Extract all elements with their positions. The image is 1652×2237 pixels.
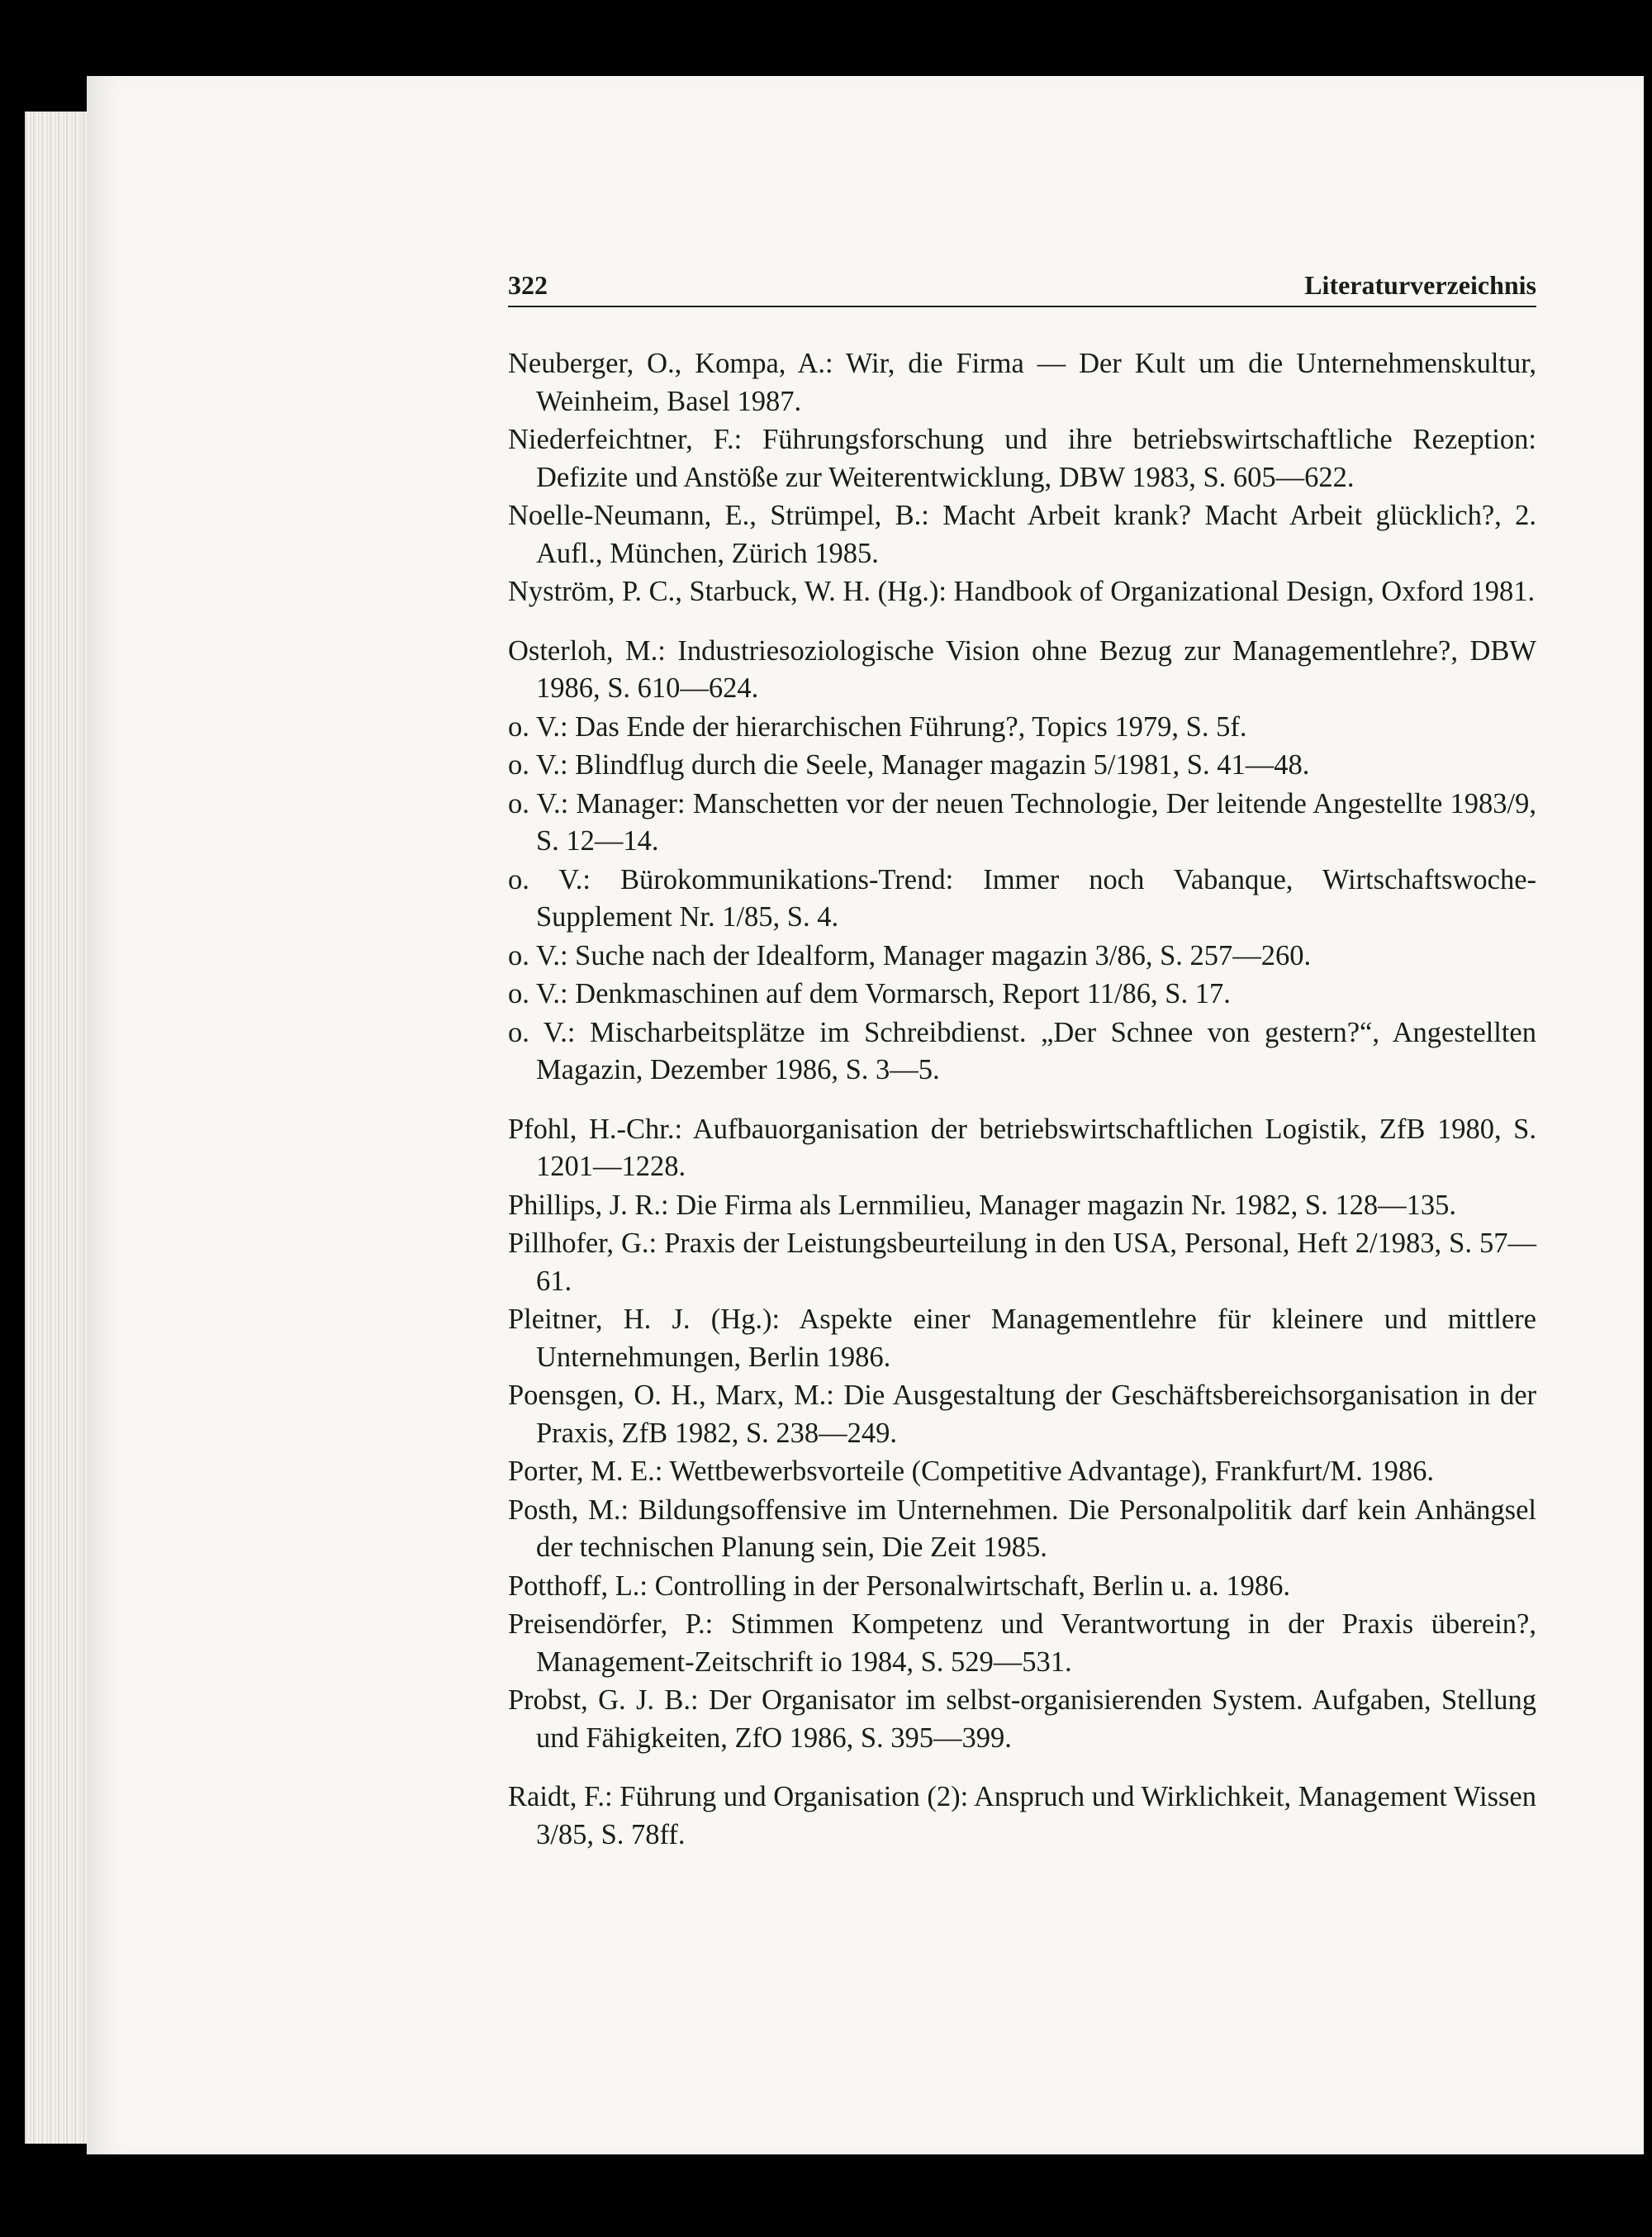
reference-entry: Posth, M.: Bildungsoffensive im Unternehmen. Die Personalpolitik darf kein Anhängsel der technischen Planung sein, Die Zeit 1985. [508,1494,1536,1563]
reference-entry: Pfohl, H.-Chr.: Aufbauorganisation der betriebswirtschaftlichen Logistik, ZfB 1980, S. 1201—1228. [508,1113,1536,1182]
reference-entry: Osterloh, M.: Industriesoziologische Vision ohne Bezug zur Managementlehre?, DBW 1986, S. 610—624. [508,634,1536,704]
reference-entry: o. V.: Bürokommunikations-Trend: Immer noch Vabanque, Wirtschaftswoche-Supplement Nr. 1/85, S. 4. [508,863,1536,933]
reference-entry: Porter, M. E.: Wettbewerbsvorteile (Competitive Advantage), Frankfurt/M. 1986. [508,1456,1435,1487]
reference-entry: Preisendörfer, P.: Stimmen Kompetenz und Verantwortung in der Praxis überein?, Management-Zeitschrift io 1984, S. 529—531. [508,1608,1536,1678]
reference-entry: o. V.: Blindflug durch die Seele, Manager magazin 5/1981, S. 41—48. [508,749,1310,781]
reference-entry: o. V.: Manager: Manschetten vor der neuen Technologie, Der leitende Angestellte 1983/9, S. 12—14. [508,787,1536,857]
page-number: 322 [508,270,548,300]
reference-entry: Neuberger, O., Kompa, A.: Wir, die Firma — Der Kult um die Unternehmenskultur, Weinheim, Basel 1987. [508,348,1536,417]
reference-entry: Niederfeichtner, F.: Führungsforschung und ihre betriebswirtschaftliche Rezeption: Defizite und Anstöße zur Weiterentwicklung, DBW 1983, S. 605—622. [508,424,1536,493]
reference-entry: Poensgen, O. H., Marx, M.: Die Ausgestaltung der Geschäftsbereichsorganisation in der Praxis, ZfB 1982, S. 238—249. [508,1380,1536,1449]
reference-entry: o. V.: Mischarbeitsplätze im Schreibdienst. „Der Schnee von gestern?“, Angestellten Magazin, Dezember 1986, S. 3—5. [508,1016,1536,1085]
reference-entry: Nyström, P. C., Starbuck, W. H. (Hg.): Handbook of Organizational Design, Oxford 1981. [508,576,1536,607]
page-content [508,264,1536,1855]
reference-list [508,345,1536,1854]
reference-entry: Raidt, F.: Führung und Organisation (2): Anspruch und Wirklichkeit, Management Wissen 3/85, S. 78ff. [508,1781,1536,1850]
reference-entry: Phillips, J. R.: Die Firma als Lernmilieu, Manager magazin Nr. 1982, S. 128—135. [508,1189,1456,1221]
reference-entry: Potthoff, L.: Controlling in der Personalwirtschaft, Berlin u. a. 1986. [508,1570,1291,1602]
reference-entry: o. V.: Suche nach der Idealform, Manager magazin 3/86, S. 257—260. [508,939,1312,971]
reference-entry: Probst, G. J. B.: Der Organisator im selbst-organisierenden System. Aufgaben, Stellung und Fähigkeiten, ZfO 1986, S. 395—399. [508,1684,1536,1754]
running-header [508,264,1536,307]
reference-entry: Pillhofer, G.: Praxis der Leistungsbeurteilung in den USA, Personal, Heft 2/1983, S. 57—61. [508,1228,1536,1297]
reference-entry: o. V.: Denkmaschinen auf dem Vormarsch, Report 11/86, S. 17. [508,978,1231,1009]
reference-entry: Pleitner, H. J. (Hg.): Aspekte einer Managementlehre für kleinere und mittlere Unternehmungen, Berlin 1986. [508,1304,1536,1373]
reference-entry: Noelle-Neumann, E., Strümpel, B.: Macht Arbeit krank? Macht Arbeit glücklich?, 2. Aufl., München, Zürich 1985. [508,500,1536,569]
section-title: Literaturverzeichnis [1304,270,1536,300]
reference-entry: o. V.: Das Ende der hierarchischen Führung?, Topics 1979, S. 5f. [508,710,1247,743]
